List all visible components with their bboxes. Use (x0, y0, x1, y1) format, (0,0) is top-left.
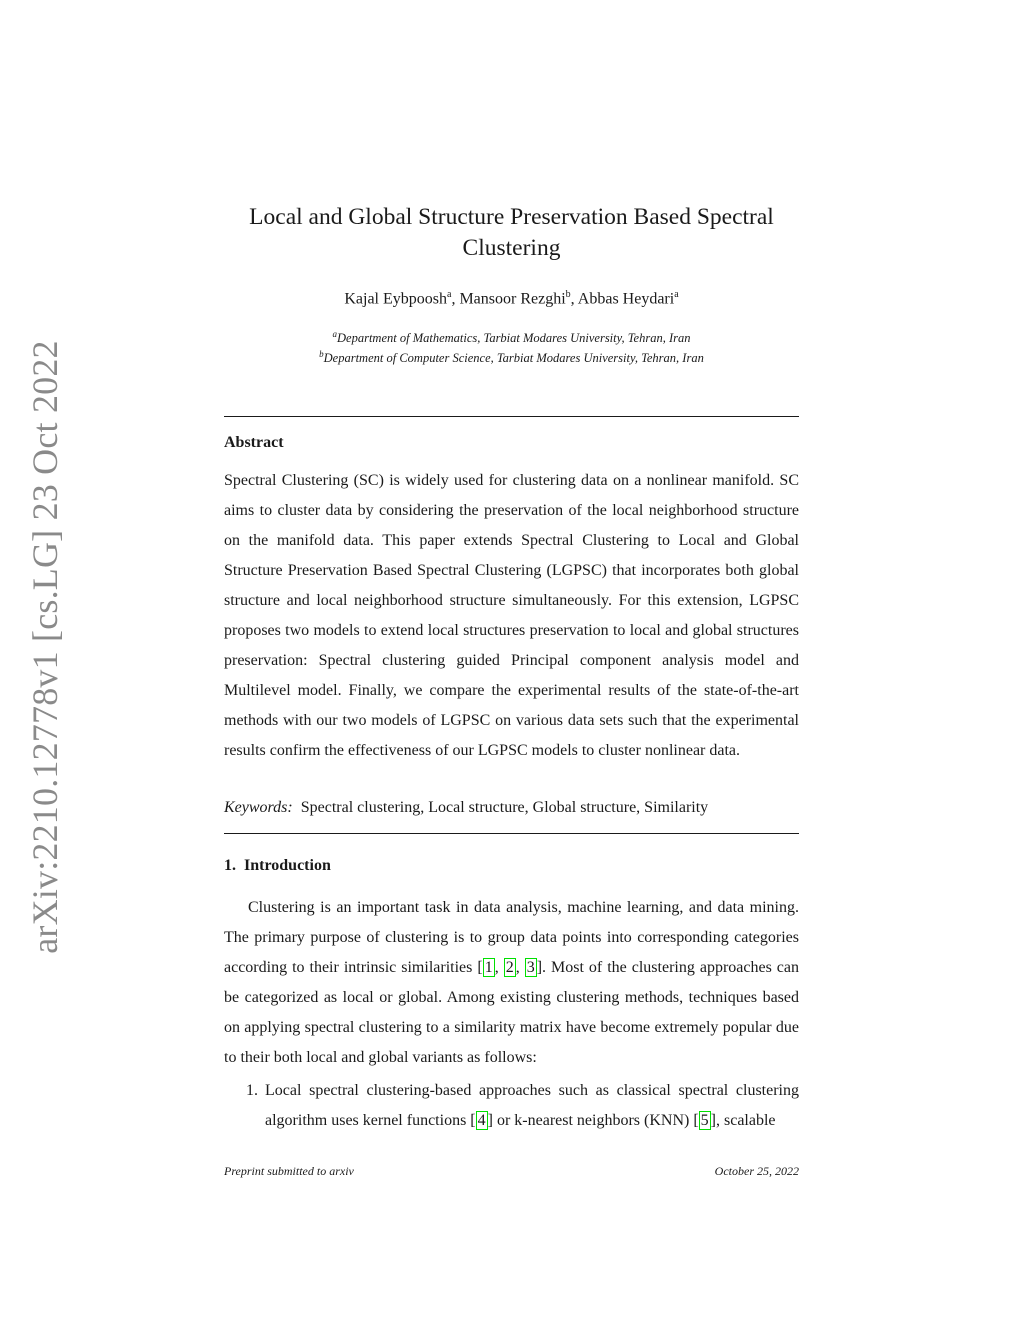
citation-link[interactable]: 3 (526, 959, 535, 976)
intro-paragraph: Clustering is an important task in data analysis, machine learning, and data mining. The primary purpose of clustering is to group data points into corresponding categories according to their intrinsic similarities [ 1 , 2 , 3 ]. Most of the clustering approaches can be categorized as local or global. Among existing clustering methods, techniques based on applying spectral clustering to a similarity matrix have become extremely popular due to their both local and global variants as follows: (224, 899, 800, 1066)
section-heading-introduction (224, 857, 331, 875)
abstract-text: Spectral Clustering (SC) is widely used for clustering data on a nonlinear manifold. SC aims to cluster data by considering the preservation of the local neighborhood structure on the manifold data. This paper extends Spectral Clustering to Local and Global Structure Preservation Based Spectral Clustering (LGPSC) that incorporates both global structure and local neighborhood structure simultaneously. For this extension, LGPSC proposes two models to extend local structures preservation to local and global structures preservation: Spectral clustering guided Principal component analysis model and Multilevel model. Finally, we compare the experimental results of the state-of-the-art methods with our two models of LGPSC on various data sets such that the experimental results confirm the effectiveness of our LGPSC models to cluster nonlinear data. (224, 472, 799, 759)
keywords-label: Keywords: (224, 799, 293, 816)
affiliation (224, 326, 799, 346)
keywords (224, 799, 708, 817)
keywords-text: Spectral clustering, Local structure, Global structure, Similarity (300, 799, 709, 816)
top-rule (224, 416, 799, 417)
citation-link[interactable]: 5 (700, 1112, 709, 1129)
section-number: 1. (224, 857, 236, 874)
affiliation (224, 346, 799, 366)
paper-title: Local and Global Structure Preservation Based Spectral Clustering (249, 204, 774, 261)
list-item (224, 1076, 799, 1136)
author-affil-mark: a (674, 289, 679, 300)
abstract-heading: Abstract (224, 434, 284, 451)
list-text-part: Local spectral clustering-based approaches such as classical spectral clustering algorithm uses kernel functions [ (265, 1082, 799, 1129)
affiliation-mark: b (319, 349, 324, 360)
list-text-part: ], scalable (710, 1112, 776, 1129)
author-name: Mansoor Rezghi (459, 290, 566, 308)
arxiv-side-stamp: arXiv:2210.12778v1 [cs.LG] 23 Oct 2022 (25, 340, 65, 954)
author-name: Abbas Heydari (577, 290, 675, 308)
affiliations (224, 326, 799, 366)
cite-bracket: ] (536, 959, 543, 976)
citation-link[interactable]: 1 (484, 959, 493, 976)
footer-preprint-note: Preprint submitted to arxiv (224, 1164, 354, 1178)
affiliation-mark: a (332, 329, 338, 339)
cite-bracket: [ (477, 959, 483, 976)
citation-link[interactable]: 2 (505, 959, 514, 976)
affiliation-text: Department of Mathematics, Tarbiat Modares University, Tehran, Iran (337, 331, 691, 346)
author-affil-mark: b (565, 289, 571, 300)
section-title: Introduction (244, 857, 331, 874)
intro-text-part: Clustering is an important task in data analysis, machine learning, and data mining. The primary purpose of clustering is to group data points into corresponding categories according to their intrinsic similarities (224, 899, 799, 976)
list-text-part: ] or k-nearest neighbors (KNN) [ (487, 1112, 699, 1129)
list-item-text (265, 1076, 799, 1136)
author-line: Kajal Eybpoosh$^a$, Mansoor Rezghi$^b$, Abbas Heydari$^a$ (344, 289, 679, 308)
affiliation-text: Department of Computer Science, Tarbiat Modares University, Tehran, Iran (323, 351, 704, 366)
author-name: Kajal Eybpoosh (344, 290, 447, 308)
author-affil-mark: a (447, 289, 452, 300)
bottom-rule (224, 833, 799, 834)
intro-text-part: . Most of the clustering approaches can be categorized as local or global. Among existing clustering methods, techniques based on applying spectral clustering to a similarity matrix have become extremely popular due to their both local and global variants as follows: (224, 959, 800, 1066)
list-marker: 1. (246, 1082, 258, 1099)
footer-date: October 25, 2022 (714, 1164, 799, 1178)
citation-link[interactable]: 4 (477, 1112, 486, 1129)
